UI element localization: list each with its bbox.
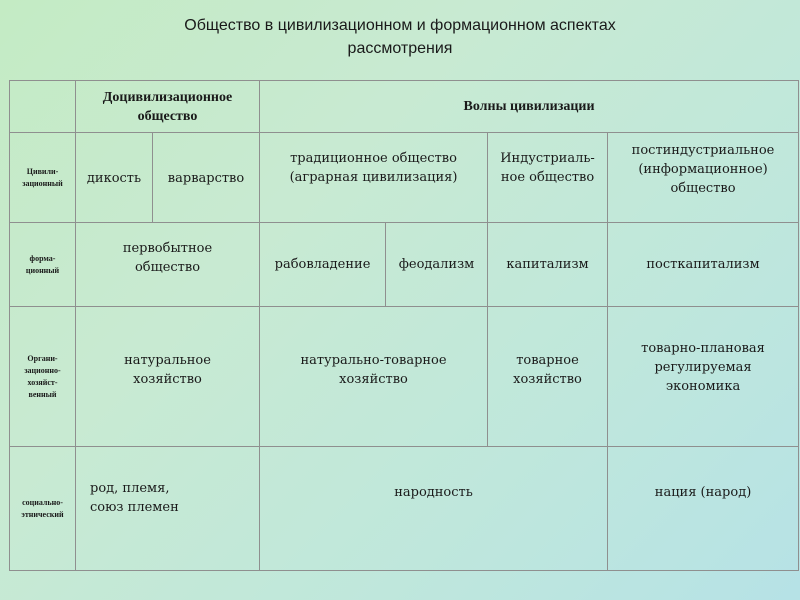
table-row (10, 133, 799, 223)
table-row (10, 447, 799, 571)
header-precivilization (76, 81, 260, 133)
cell-nationality: народность (260, 447, 608, 571)
header-civilization-waves (260, 81, 799, 133)
table-row (10, 223, 799, 307)
cell-postcapitalism: посткапитализм (608, 223, 799, 307)
cell-tribe: род, племя, союз племен (76, 447, 260, 571)
header-text: Волны цивилизации (463, 99, 595, 114)
society-aspects-table (9, 80, 799, 571)
row-label-economic: Органи- зационно- хозяйст- венный (10, 307, 76, 447)
header-text: общество (137, 108, 198, 124)
cell-natural-commodity-economy: натурально-товарное хозяйство (260, 307, 488, 447)
page-title-line: Общество в цивилизационном и формационном аспектах (184, 17, 616, 34)
table-row (10, 307, 799, 447)
page-title-line: рассмотрения (347, 40, 453, 57)
cell-slavery: рабовладение (260, 223, 386, 307)
row-label-formational: форма- ционный (10, 223, 76, 307)
page-title (0, 14, 800, 60)
cell-industrial-society: Индустриаль- ное общество (488, 133, 608, 223)
cell-nation: нация (народ) (608, 447, 799, 571)
row-label-civilizational: Цивили- зационный (10, 133, 76, 223)
cell-savagery: дикость (76, 133, 153, 223)
header-text: Доцивилизационное (102, 89, 233, 105)
cell-postindustrial-society: постиндустриальное (информационное) общество (608, 133, 799, 223)
cell-traditional-society: традиционное общество (аграрная цивилизация) (260, 133, 488, 223)
header-empty-cell (10, 81, 76, 133)
cell-barbarism: варварство (153, 133, 260, 223)
cell-primitive-society: первобытное общество (76, 223, 260, 307)
cell-commodity-economy: товарное хозяйство (488, 307, 608, 447)
table-header-row (10, 81, 799, 133)
cell-natural-economy: натуральное хозяйство (76, 307, 260, 447)
cell-capitalism: капитализм (488, 223, 608, 307)
cell-planned-economy: товарно-плановая регулируемая экономика (608, 307, 799, 447)
row-label-socioethnic: социально- этнический (10, 447, 76, 571)
cell-feudalism: феодализм (386, 223, 488, 307)
